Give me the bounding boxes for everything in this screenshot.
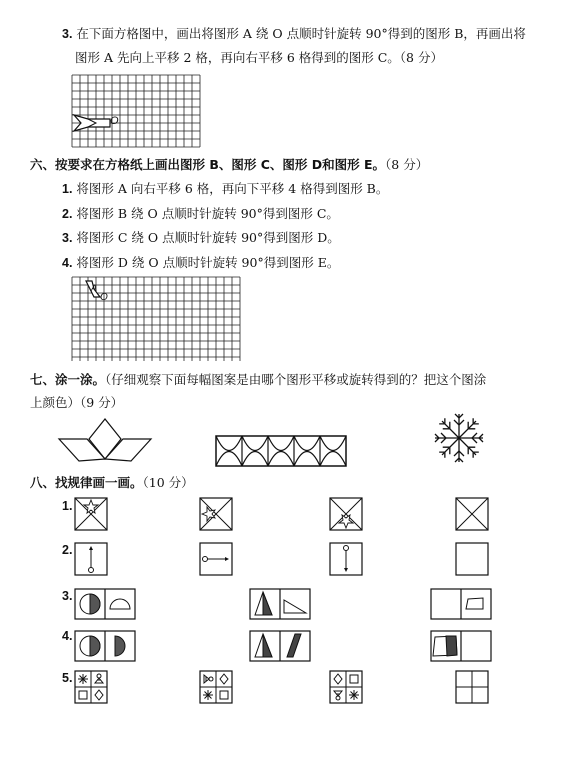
section-7-heading [30,372,486,388]
q3-grid [72,75,204,147]
q3-number: 3. [62,27,73,41]
q3-line-2: 图形 A 先向上平移 2 格，再向右平移 6 格得到的图形 C。（8 分） [75,50,443,65]
s8-row4-pair-1 [74,630,136,662]
s8-row2-box-4-blank [455,542,489,576]
s8-row4-pair-2 [249,630,311,662]
s8-row-2-number: 2. [62,543,73,557]
s6-shape-a-label: A [91,283,98,293]
s8-row-1-number: 1. [62,499,73,513]
s8-row4-pair-3 [430,630,492,662]
s6-item-1: 1. 将图形 A 向右平移 6 格，再向下平移 4 格得到图形 B。 [62,181,389,196]
s8-row1-box-2 [199,497,233,531]
s6-grid [72,277,240,361]
s8-row5-box-3 [329,670,363,704]
s8-row5-box-1 [74,670,108,704]
s8-row-4-number: 4. [62,629,73,643]
s6-item-4: 4. 将图形 D 绕 O 点顺时针旋转 90°得到图形 E。 [62,255,340,270]
s8-row5-box-4-blank [455,670,489,704]
s8-row3-pair-2 [249,588,311,620]
q3-point-o-label: O [110,115,119,127]
s8-row2-box-1 [74,542,108,576]
q3-line-1 [62,26,526,42]
s8-row3-pair-3 [430,588,492,620]
s8-row1-box-4-blank [455,497,489,531]
section-6-title: 六、按要求在方格纸上画出图形 B、图形 C、图形 D和图形 E。 [30,157,386,172]
s6-point-o-label: O [100,292,108,303]
section-6-heading [30,157,428,173]
s6-item-2: 2. 将图形 B 绕 O 点顺时针旋转 90°得到图形 C。 [62,206,339,221]
section-8-points: （10 分） [142,475,194,490]
section-7-instructions: （仔细观察下面每幅图案是由哪个图形平移或旋转得到的？把这个图涂 [105,372,487,387]
s7-rhombus-pattern [57,417,153,467]
s8-row2-box-2 [199,542,233,576]
section-7-instructions-2: 上颜色）（9 分） [30,395,124,410]
s8-row1-box-3 [329,497,363,531]
s8-row1-box-1 [74,497,108,531]
s8-row5-box-2 [199,670,233,704]
s6-item-3: 3. 将图形 C 绕 O 点顺时针旋转 90°得到图形 D。 [62,230,340,245]
s8-row2-box-3 [329,542,363,576]
s7-arc-strip [215,435,347,467]
s8-row-3-number: 3. [62,589,73,603]
s8-row-5-number: 5. [62,671,73,685]
q3-text-1: 在下面方格图中，画出将图形 A 绕 O 点顺时针旋转 90°得到的图形 B，再画出将 [76,26,526,41]
s7-snowflake-pattern [431,410,487,466]
section-7-title: 七、涂一涂。 [30,372,106,387]
section-8-heading [30,475,194,491]
section-8-title: 八、找规律画一画。 [30,475,143,490]
section-6-points: （8 分） [385,157,429,172]
s8-row3-pair-1 [74,588,136,620]
